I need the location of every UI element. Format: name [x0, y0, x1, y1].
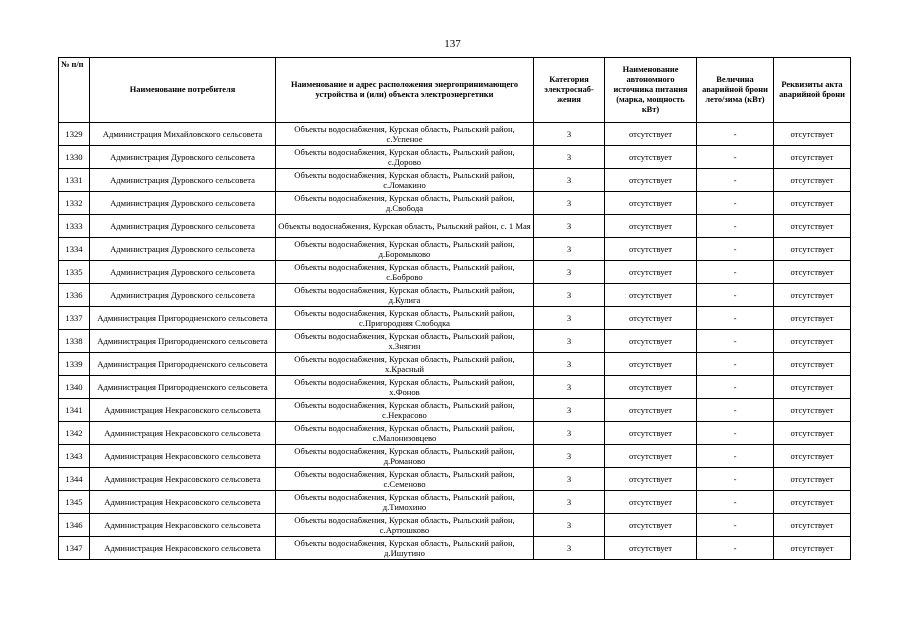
cell-reserve: -: [697, 514, 774, 537]
cell-reserve: -: [697, 146, 774, 169]
cell-reserve: -: [697, 491, 774, 514]
header-num: № п/п: [59, 58, 90, 123]
cell-category: 3: [534, 238, 605, 261]
table-row: [59, 146, 851, 169]
cell-source: отсутствует: [605, 399, 697, 422]
cell-object: Объекты водоснабжения, Курская область, Рыльский район, с. 1 Мая: [276, 215, 534, 238]
cell-num: 1336: [59, 284, 90, 307]
cell-reserve: -: [697, 399, 774, 422]
table-row: [59, 445, 851, 468]
cell-object: Объекты водоснабжения, Курская область, Рыльский район, д.Свобода: [276, 192, 534, 215]
cell-category: 3: [534, 445, 605, 468]
cell-category: 3: [534, 330, 605, 353]
cell-reserve: -: [697, 468, 774, 491]
cell-object: Объекты водоснабжения, Курская область, Рыльский район, с.Некрасово: [276, 399, 534, 422]
table-row: [59, 261, 851, 284]
cell-act: отсутствует: [774, 353, 851, 376]
table-row: [59, 284, 851, 307]
table-row: [59, 399, 851, 422]
cell-object: Объекты водоснабжения, Курская область, Рыльский район, с.Артюшково: [276, 514, 534, 537]
cell-consumer: Администрация Некрасовского сельсовета: [90, 491, 276, 514]
cell-source: отсутствует: [605, 215, 697, 238]
cell-category: 3: [534, 146, 605, 169]
cell-reserve: -: [697, 169, 774, 192]
header-object: Наименование и адрес расположения энергопринимающего устройства и (или) объекта электроэнергетики: [276, 58, 534, 123]
table-row: [59, 514, 851, 537]
table-row: [59, 468, 851, 491]
cell-consumer: Администрация Некрасовского сельсовета: [90, 445, 276, 468]
cell-act: отсутствует: [774, 491, 851, 514]
cell-consumer: Администрация Михайловского сельсовета: [90, 123, 276, 146]
header-reserve: Величина аварийной брони лето/зима (кВт): [697, 58, 774, 123]
cell-num: 1345: [59, 491, 90, 514]
cell-act: отсутствует: [774, 468, 851, 491]
cell-reserve: -: [697, 307, 774, 330]
table-row: [59, 537, 851, 560]
cell-reserve: -: [697, 261, 774, 284]
cell-reserve: -: [697, 537, 774, 560]
cell-category: 3: [534, 537, 605, 560]
cell-num: 1346: [59, 514, 90, 537]
table-row: [59, 215, 851, 238]
table-row: [59, 192, 851, 215]
cell-object: Объекты водоснабжения, Курская область, Рыльский район, с.Семеново: [276, 468, 534, 491]
cell-reserve: -: [697, 422, 774, 445]
cell-category: 3: [534, 353, 605, 376]
cell-num: 1337: [59, 307, 90, 330]
cell-consumer: Администрация Дуровского сельсовета: [90, 215, 276, 238]
cell-num: 1338: [59, 330, 90, 353]
cell-object: Объекты водоснабжения, Курская область, Рыльский район, д.Ишутино: [276, 537, 534, 560]
cell-consumer: Администрация Некрасовского сельсовета: [90, 422, 276, 445]
header-category: Категория электроснаб-жения: [534, 58, 605, 123]
cell-object: Объекты водоснабжения, Курская область, Рыльский район, с.Ломакино: [276, 169, 534, 192]
table-row: [59, 491, 851, 514]
cell-object: Объекты водоснабжения, Курская область, Рыльский район, д.Романово: [276, 445, 534, 468]
cell-category: 3: [534, 307, 605, 330]
cell-object: Объекты водоснабжения, Курская область, Рыльский район, д.Кулига: [276, 284, 534, 307]
cell-category: 3: [534, 422, 605, 445]
cell-consumer: Администрация Пригородненского сельсовета: [90, 353, 276, 376]
cell-category: 3: [534, 169, 605, 192]
cell-source: отсутствует: [605, 537, 697, 560]
cell-act: отсутствует: [774, 238, 851, 261]
cell-reserve: -: [697, 192, 774, 215]
table-row: [59, 238, 851, 261]
cell-object: Объекты водоснабжения, Курская область, Рыльский район, х.Знягин: [276, 330, 534, 353]
cell-act: отсутствует: [774, 514, 851, 537]
cell-num: 1331: [59, 169, 90, 192]
cell-object: Объекты водоснабжения, Курская область, Рыльский район, х.Фонов: [276, 376, 534, 399]
cell-act: отсутствует: [774, 215, 851, 238]
cell-consumer: Администрация Некрасовского сельсовета: [90, 537, 276, 560]
cell-num: 1333: [59, 215, 90, 238]
cell-act: отсутствует: [774, 169, 851, 192]
cell-act: отсутствует: [774, 445, 851, 468]
cell-num: 1340: [59, 376, 90, 399]
table-header-row: [59, 58, 851, 123]
table-row: [59, 330, 851, 353]
cell-reserve: -: [697, 445, 774, 468]
cell-category: 3: [534, 514, 605, 537]
cell-source: отсутствует: [605, 238, 697, 261]
cell-object: Объекты водоснабжения, Курская область, Рыльский район, д.Боромыково: [276, 238, 534, 261]
cell-act: отсутствует: [774, 376, 851, 399]
cell-consumer: Администрация Дуровского сельсовета: [90, 261, 276, 284]
cell-num: 1341: [59, 399, 90, 422]
cell-act: отсутствует: [774, 261, 851, 284]
cell-source: отсутствует: [605, 146, 697, 169]
table-row: [59, 353, 851, 376]
table-row: [59, 376, 851, 399]
table-row: [59, 422, 851, 445]
cell-reserve: -: [697, 376, 774, 399]
cell-source: отсутствует: [605, 123, 697, 146]
header-source: Наименование автономного источника питания (марка, мощность кВт): [605, 58, 697, 123]
cell-consumer: Администрация Пригородненского сельсовета: [90, 376, 276, 399]
cell-category: 3: [534, 284, 605, 307]
table-row: [59, 169, 851, 192]
cell-consumer: Администрация Дуровского сельсовета: [90, 284, 276, 307]
cell-source: отсутствует: [605, 422, 697, 445]
cell-act: отсутствует: [774, 123, 851, 146]
cell-consumer: Администрация Некрасовского сельсовета: [90, 514, 276, 537]
cell-reserve: -: [697, 284, 774, 307]
cell-consumer: Администрация Дуровского сельсовета: [90, 238, 276, 261]
cell-object: Объекты водоснабжения, Курская область, Рыльский район, с.Малонизовцево: [276, 422, 534, 445]
cell-category: 3: [534, 468, 605, 491]
cell-num: 1332: [59, 192, 90, 215]
cell-reserve: -: [697, 353, 774, 376]
cell-reserve: -: [697, 123, 774, 146]
table-row: [59, 307, 851, 330]
cell-act: отсутствует: [774, 307, 851, 330]
cell-num: 1347: [59, 537, 90, 560]
cell-act: отсутствует: [774, 284, 851, 307]
cell-act: отсутствует: [774, 422, 851, 445]
cell-consumer: Администрация Дуровского сельсовета: [90, 192, 276, 215]
cell-num: 1335: [59, 261, 90, 284]
cell-reserve: -: [697, 215, 774, 238]
cell-act: отсутствует: [774, 146, 851, 169]
cell-consumer: Администрация Дуровского сельсовета: [90, 169, 276, 192]
cell-source: отсутствует: [605, 284, 697, 307]
table-row: [59, 123, 851, 146]
cell-source: отсутствует: [605, 330, 697, 353]
cell-consumer: Администрация Некрасовского сельсовета: [90, 468, 276, 491]
cell-num: 1330: [59, 146, 90, 169]
cell-category: 3: [534, 261, 605, 284]
cell-consumer: Администрация Пригородненского сельсовета: [90, 307, 276, 330]
cell-source: отсутствует: [605, 261, 697, 284]
cell-category: 3: [534, 215, 605, 238]
page-number: 137: [444, 38, 461, 50]
cell-act: отсутствует: [774, 330, 851, 353]
cell-category: 3: [534, 192, 605, 215]
header-act: Реквизиты акта аварийной брони: [774, 58, 851, 123]
cell-reserve: -: [697, 238, 774, 261]
cell-category: 3: [534, 376, 605, 399]
cell-source: отсутствует: [605, 353, 697, 376]
cell-consumer: Администрация Дуровского сельсовета: [90, 146, 276, 169]
cell-source: отсутствует: [605, 468, 697, 491]
cell-category: 3: [534, 123, 605, 146]
cell-num: 1342: [59, 422, 90, 445]
cell-category: 3: [534, 491, 605, 514]
cell-num: 1339: [59, 353, 90, 376]
cell-num: 1344: [59, 468, 90, 491]
cell-object: Объекты водоснабжения, Курская область, Рыльский район, д.Тимохино: [276, 491, 534, 514]
cell-category: 3: [534, 399, 605, 422]
cell-object: Объекты водоснабжения, Курская область, Рыльский район, с.Пригородняя Слободка: [276, 307, 534, 330]
cell-object: Объекты водоснабжения, Курская область, Рыльский район, х.Красный: [276, 353, 534, 376]
cell-source: отсутствует: [605, 376, 697, 399]
cell-consumer: Администрация Пригородненского сельсовета: [90, 330, 276, 353]
cell-num: 1343: [59, 445, 90, 468]
cell-object: Объекты водоснабжения, Курская область, Рыльский район, с.Боброво: [276, 261, 534, 284]
cell-consumer: Администрация Некрасовского сельсовета: [90, 399, 276, 422]
cell-source: отсутствует: [605, 491, 697, 514]
cell-object: Объекты водоснабжения, Курская область, Рыльский район, с.Успеное: [276, 123, 534, 146]
cell-source: отсутствует: [605, 192, 697, 215]
cell-act: отсутствует: [774, 192, 851, 215]
cell-source: отсутствует: [605, 307, 697, 330]
cell-source: отсутствует: [605, 445, 697, 468]
cell-act: отсутствует: [774, 537, 851, 560]
cell-source: отсутствует: [605, 514, 697, 537]
cell-object: Объекты водоснабжения, Курская область, Рыльский район, с.Дорово: [276, 146, 534, 169]
cell-num: 1334: [59, 238, 90, 261]
cell-num: 1329: [59, 123, 90, 146]
cell-source: отсутствует: [605, 169, 697, 192]
header-consumer: Наименование потребителя: [90, 58, 276, 123]
cell-act: отсутствует: [774, 399, 851, 422]
consumers-table: [58, 57, 851, 560]
cell-reserve: -: [697, 330, 774, 353]
